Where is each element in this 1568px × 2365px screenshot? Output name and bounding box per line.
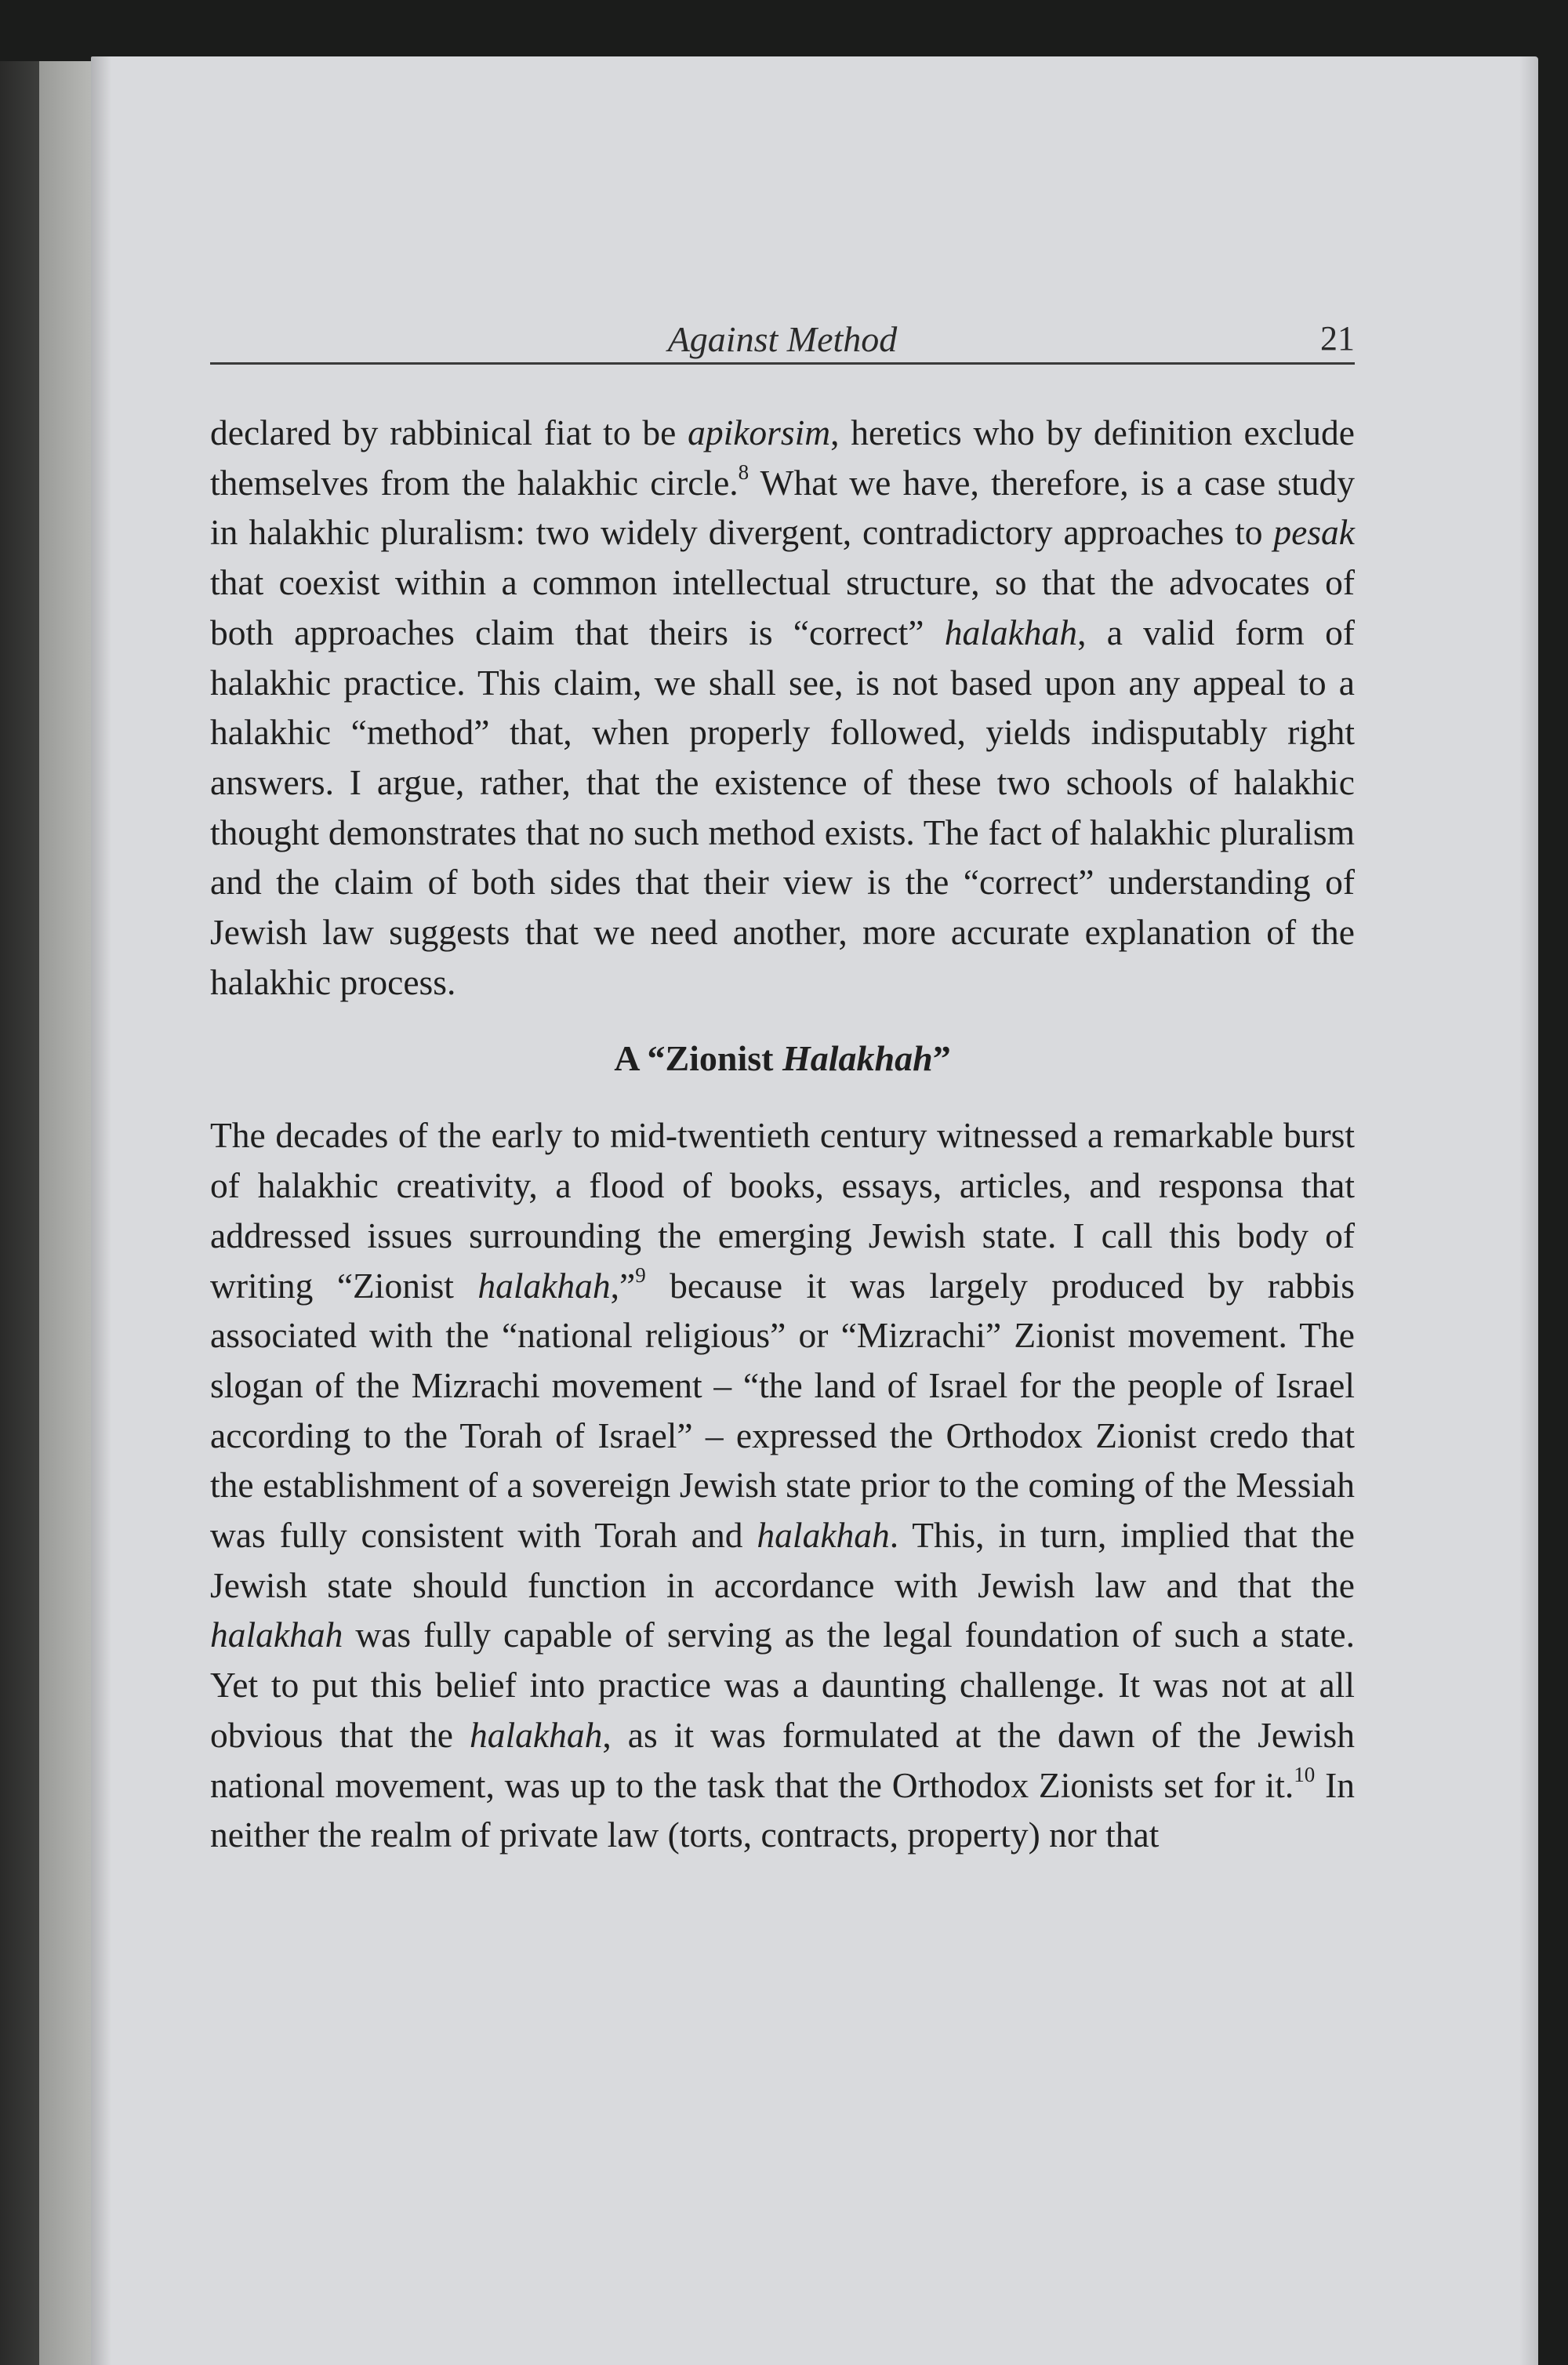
paragraph-1 (210, 408, 1355, 1007)
body-text (210, 408, 1355, 1860)
footnote-marker: 9 (635, 1262, 646, 1287)
page-edge-shadow (1519, 56, 1538, 2365)
facing-page-margin (39, 61, 94, 2365)
running-head (210, 314, 1355, 369)
paragraph-2 (210, 1110, 1355, 1860)
text-run: , as it was formulated at the dawn of the Jewish national movement, was up to the task that the Orthodox Zionists set for it. (210, 1714, 1355, 1805)
text-run: The decades of the early to mid-twentieth century witnessed a remarkable burst of halakhic creativity, a flood of books, essays, articles, and responsa that addressed issues surrounding the emerging Jewish state. I call this body of writing “Zionist (210, 1115, 1355, 1306)
text-run: was fully capable of serving as the legal foundation of such a state. Yet to put this belief into practice was a daunting challenge. It was not at all obvious that the (210, 1615, 1355, 1755)
section-heading (210, 1034, 1355, 1083)
italic-term: halakhah (944, 612, 1078, 652)
text-run: ,” (610, 1265, 636, 1306)
italic-term: pesak (1273, 512, 1355, 553)
running-title: Against Method (667, 319, 898, 359)
italic-term: halakhah (470, 1714, 603, 1755)
text-run: In neither the realm of private law (torts, contracts, property) nor that (210, 1764, 1356, 1855)
italic-term: apikorsim (688, 412, 831, 452)
text-run: because it was largely produced by rabbis associated with the “national religious” or “Mizrachi” Zionist movement. The slogan of the Mizrachi movement – “the land of Israel for the people of Israel according to the Torah of Israel” – expressed the Orthodox Zionist credo that the establishment of a sovereign Jewish state prior to the coming of the Messiah was fully consistent with Torah and (210, 1265, 1355, 1556)
text-run: that coexist within a common intellectual structure, so that the advocates of both approaches claim that theirs is “correct” (210, 562, 1355, 652)
header-rule (210, 362, 1355, 365)
footnote-marker: 8 (738, 460, 750, 484)
text-run: What we have, therefore, is a case study in halakhic pluralism: two widely divergent, contradictory approaches to (210, 462, 1355, 553)
text-run: , heretics who by definition exclude themselves from the halakhic circle. (210, 412, 1355, 503)
italic-term: halakhah (477, 1265, 611, 1306)
heading-italic: Halakhah (782, 1038, 933, 1079)
italic-term: halakhah (210, 1615, 343, 1655)
footnote-marker: 10 (1294, 1762, 1316, 1786)
heading-text: A “Zionist (614, 1038, 782, 1079)
page-number: 21 (1320, 319, 1355, 358)
heading-text: ” (932, 1038, 951, 1079)
text-run: declared by rabbinical fiat to be (210, 412, 688, 452)
text-run: . This, in turn, implied that the Jewish state should function in accordance with Jewish law and that the (210, 1515, 1355, 1605)
italic-term: halakhah (757, 1515, 890, 1556)
text-run: , a valid form of halakhic practice. This claim, we shall see, is not based upon any appeal to a halakhic “method” that, when properly followed, yields indisputably right answers. I argue, rather, that the existence of these two schools of halakhic thought demonstrates that no such method exists. The fact of halakhic pluralism and the claim of both sides that their view is the “correct” understanding of Jewish law suggests that we need another, more accurate explanation of the halakhic process. (210, 612, 1355, 1002)
gutter-shadow (91, 56, 111, 2365)
